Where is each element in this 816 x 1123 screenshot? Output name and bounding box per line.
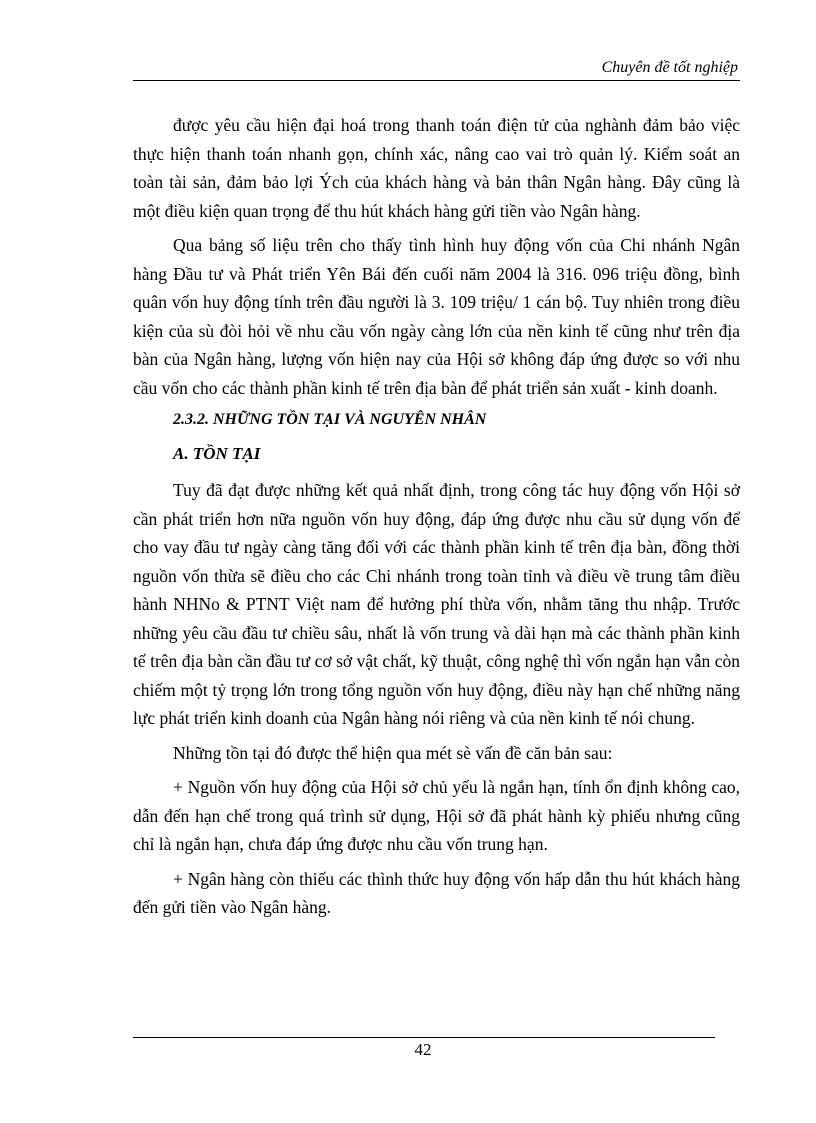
paragraph-4: Những tồn tại đó được thể hiện qua mét sè vấn đề căn bản sau: — [173, 742, 613, 763]
subsection-heading: A. TỒN TẠI — [173, 444, 261, 463]
header-divider — [133, 80, 740, 81]
paragraph-6: + Ngân hàng còn thiếu các thình thức huy động vốn hấp dẫn thu hút khách hàng đến gửi tiền vào Ngân hàng. — [133, 868, 740, 917]
page-number: 42 — [414, 1040, 432, 1059]
footer-divider — [133, 1037, 715, 1038]
paragraph-5: + Nguồn vốn huy động của Hội sở chủ yếu là ngắn hạn, tính ổn định không cao, dẫn đến hạn chế trong quá trình sử dụng, Hội sở đã phát hành kỳ phiếu nhưng cũng chỉ là ngắn hạn, chưa đáp ứng được nhu cầu vốn trung hạn. — [133, 777, 740, 854]
running-header: Chuyên đề tốt nghiệp — [601, 59, 738, 76]
paragraph-3: Tuy đã đạt được những kết quả nhất định, trong công tác huy động vốn Hội sở cần phát triển hơn nữa nguồn vốn huy động, đáp ứng được nhu cầu sử dụng vốn để cho vay đầu tư ngày càng tăng đối với các thành phần kinh tế trên địa bàn, đồng thời nguồn vốn thừa sẽ điều cho các Chi nhánh trong toàn tỉnh và điều về trung tâm điều hành NHNo & PTNT Việt nam để hưởng phí thừa vốn, nhằm tăng thu nhập. Trước những yêu cầu đầu tư chiều sâu, nhất là vốn trung và dài hạn mà các thành phần kinh tế trên địa bàn cần đầu tư cơ sở vật chất, kỹ thuật, công nghệ thì vốn ngắn hạn vẫn còn chiếm một tỷ trọng lớn trong tổng nguồn vốn huy động, điều này hạn chế những năng lực phát triển kinh doanh của Ngân hàng nói riêng và của nền kinh tế nói chung. — [133, 480, 740, 728]
section-heading: 2.3.2. NHỮNG TỒN TẠI VÀ NGUYÊN NHÂN — [173, 411, 487, 428]
body-content — [133, 111, 740, 928]
paragraph-2: Qua bảng số liệu trên cho thấy tình hình huy động vốn của Chi nhánh Ngân hàng Đầu tư và Phát triển Yên Bái đến cuối năm 2004 là 316. 096 triệu đồng, bình quân vốn huy động tính trên đầu người là 3. 109 triệu/ 1 cán bộ. Tuy nhiên trong điều kiện của sù đòi hỏi về nhu cầu vốn ngày càng lớn của nền kinh tế cũng như trên địa bàn của Ngân hàng, lượng vốn hiện nay của Hội sở không đáp ứng được so với nhu cầu vốn cho các thành phần kinh tế trên địa bàn để phát triển sản xuất - kinh doanh. — [133, 235, 740, 398]
paragraph-1: được yêu cầu hiện đại hoá trong thanh toán điện tử của nghành đảm bảo việc thực hiện thanh toán nhanh gọn, chính xác, nâng cao vai trò quản lý. Kiểm soát an toàn tài sản, đảm bảo lợi Ých của khách hàng và bản thân Ngân hàng. Đây cũng là một điều kiện quan trọng để thu hút khách hàng gửi tiền vào Ngân hàng. — [133, 115, 740, 221]
